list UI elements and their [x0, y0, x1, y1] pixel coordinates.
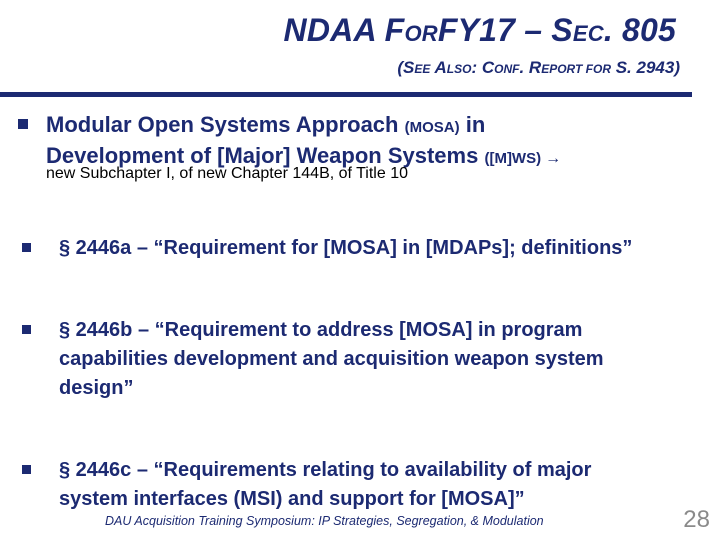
square-bullet-icon [18, 119, 28, 129]
page-number: 28 [683, 506, 710, 533]
title-divider [0, 92, 692, 97]
square-bullet-icon [22, 465, 31, 474]
main-bullet-line-1: Modular Open Systems Approach (MOSA) in [46, 112, 486, 137]
right-arrow-icon: → [545, 150, 562, 167]
square-bullet-icon [22, 325, 31, 334]
sub-bullet-text: § 2446c – “Requirements relating to availability of major system interfaces (MSI) and support for [MOSA]” [59, 459, 592, 510]
footer-text: DAU Acquisition Training Symposium: IP Strategies, Segregation, & Modulation [105, 514, 544, 528]
sub-bullet-text: § 2446a – “Requirement for [MOSA] in [MDAPs]; definitions” [59, 237, 633, 259]
sub-bullet-text: § 2446b – “Requirement to address [MOSA] in program capabilities development and acquisition weapon system design” [59, 319, 604, 399]
subchapter-note: new Subchapter I, of new Chapter 144B, of Title 10 [46, 165, 408, 182]
slide-title: NDAA FORFY17 – SEC. 805 [283, 12, 676, 48]
main-bullet-text [46, 111, 561, 173]
main-bullet-line-2: Development of [Major] Weapon Systems ([M]WS) → [46, 143, 562, 168]
square-bullet-icon [22, 243, 31, 252]
slide-subtitle: (SEE ALSO: CONF. REPORT FOR S. 2943) [397, 58, 680, 77]
